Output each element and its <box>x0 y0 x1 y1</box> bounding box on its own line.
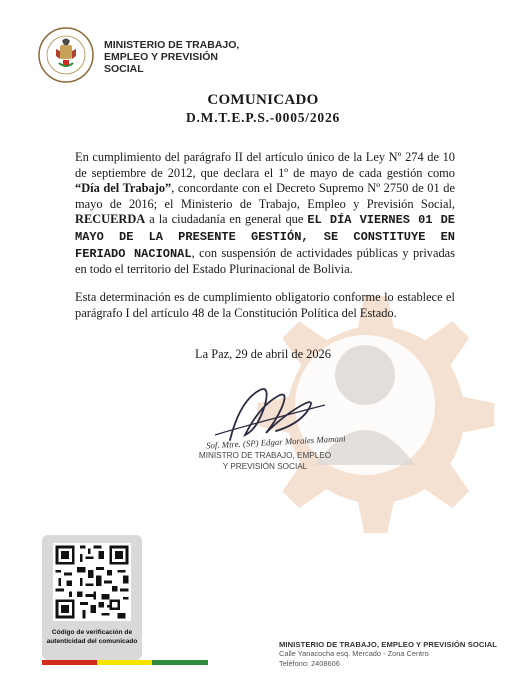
qr-caption-line: autenticidad del comunicado <box>46 638 138 645</box>
official-stamp <box>195 451 335 472</box>
document-code: D.M.T.E.P.S.-0005/2026 <box>185 110 341 125</box>
text-run: , concordante con el Decreto Supremo Nº 2750 de 01 de mayo de 2016; el Ministerio de Trabajo, Empleo y Previsión Social, <box>75 181 455 211</box>
signatory-name: Sof. Mtre. (SP) Edgar Morales Mamani <box>205 433 346 451</box>
ministry-name <box>104 39 304 75</box>
holiday-announcement: EL DÍA VIERNES 01 DE MAYO DE LA PRESENTE GESTIÓN, SE CONSTITUYE EN FERIADO NACIONAL <box>75 213 455 261</box>
paragraph-legal: Esta determinación es de cumplimiento obligatorio conforme lo establece el parágrafo I del artículo 48 de la Constitución Política del Estado. <box>75 290 455 320</box>
document-date: La Paz, 29 de abril de 2026 <box>195 347 331 361</box>
ministry-name-line: EMPLEO Y PREVISIÓN <box>104 51 218 63</box>
ministry-name-line: SOCIAL <box>104 63 144 75</box>
text-run-bold: “Día del Trabajo” <box>75 181 172 196</box>
text-run: En cumplimiento del parágrafo II del artículo único de la Ley Nº 274 de 10 de septiembre de 2012, que declara el 1º de mayo de cada gestión como <box>75 150 455 180</box>
document-title: COMUNICADO <box>207 92 319 108</box>
qr-code-icon[interactable] <box>53 543 131 621</box>
flag-stripe-yellow <box>97 660 152 665</box>
qr-caption <box>42 628 142 646</box>
stamp-line: MINISTRO DE TRABAJO, EMPLEO <box>198 451 332 460</box>
footer-phone: Teléfono: 2408606 <box>279 659 340 668</box>
letterhead <box>38 27 338 87</box>
text-run: a la ciudadanía en general que <box>145 212 308 227</box>
footer-ministry-name: MINISTERIO DE TRABAJO, EMPLEO Y PREVISIÓN SOCIAL <box>279 640 498 649</box>
footer-address: Calle Yanacocha esq. Mercado - Zona Centro <box>279 649 429 658</box>
verification-box <box>42 535 142 660</box>
text-run-bold: RECUERDA <box>75 212 146 227</box>
text-run: , con suspensión de actividades públicas y privadas en todo el territorio del Estado Plurinacional de Bolivia. <box>75 245 456 277</box>
qr-caption-line: Código de verificación de <box>51 629 133 636</box>
ministry-name-line: MINISTERIO DE TRABAJO, <box>104 39 240 51</box>
paragraph-main <box>75 150 455 278</box>
bolivia-seal-icon <box>38 27 94 83</box>
flag-stripe-red <box>42 660 97 665</box>
footer-contact <box>279 640 497 669</box>
stamp-line: Y PREVISIÓN SOCIAL <box>222 461 308 471</box>
flag-stripe-green <box>152 660 208 665</box>
